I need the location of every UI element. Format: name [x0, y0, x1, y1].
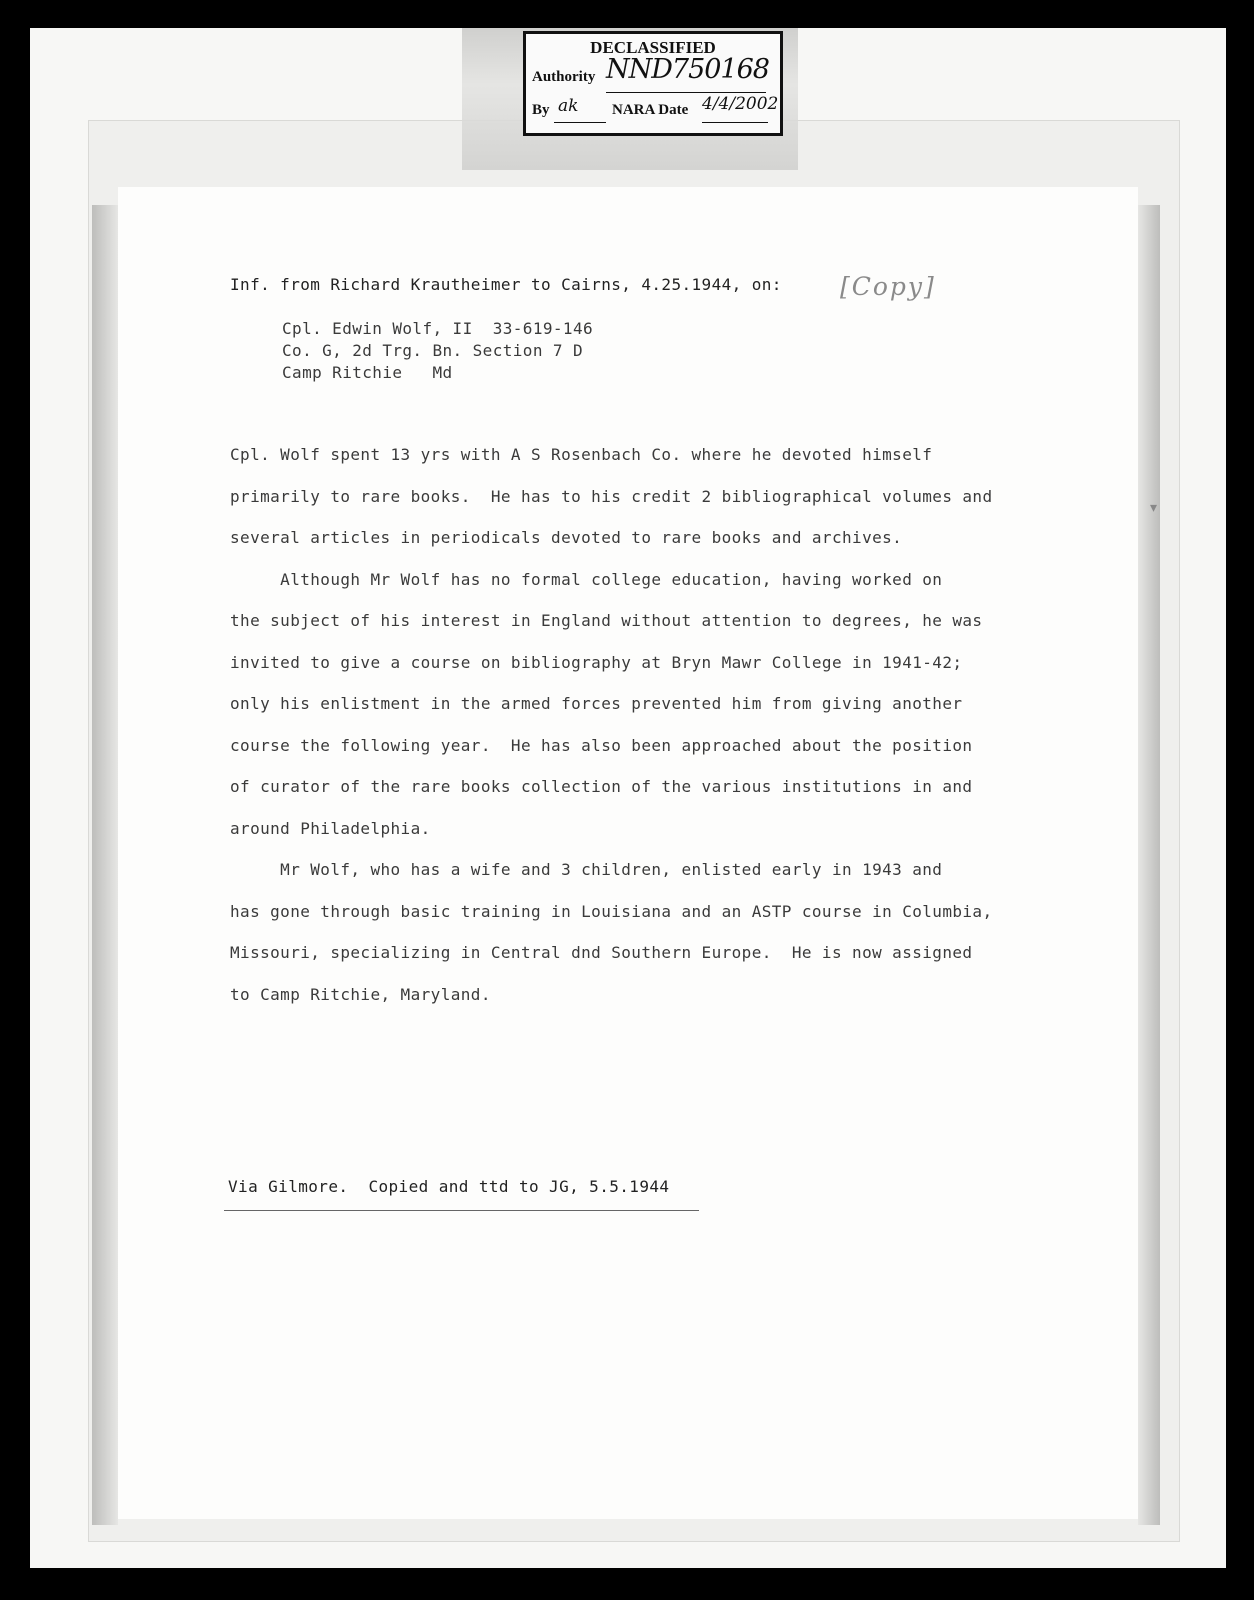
stamp-authority-label: Authority [532, 69, 596, 85]
body-line: invited to give a course on bibliography at Bryn Mawr College in 1941-42; [230, 653, 963, 672]
body-line: primarily to rare books. He has to his credit 2 bibliographical volumes and [230, 487, 993, 506]
body-line: the subject of his interest in England without attention to degrees, he was [230, 611, 983, 630]
footer-underline [224, 1210, 699, 1211]
body-line: to Camp Ritchie, Maryland. [230, 985, 491, 1004]
body-line: Missouri, specializing in Central dnd Southern Europe. He is now assigned [230, 943, 973, 962]
stamp-by-rule [554, 122, 606, 123]
stamp-by-label: By [532, 102, 550, 118]
header-line: Inf. from Richard Krautheimer to Cairns, 4.25.1944, on: [230, 275, 782, 294]
stamp-date-rule [702, 122, 768, 123]
body-line: of curator of the rare books collection of the various institutions in and [230, 777, 973, 796]
stamp-date-value: 4/4/2002 [702, 94, 779, 114]
address-line: Camp Ritchie Md [282, 363, 453, 382]
stamp-by-initials: ak [558, 96, 579, 116]
body-line: Mr Wolf, who has a wife and 3 children, enlisted early in 1943 and [230, 860, 943, 879]
body-line: has gone through basic training in Louisiana and an ASTP course in Columbia, [230, 902, 993, 921]
body-line: course the following year. He has also been approached about the position [230, 736, 973, 755]
margin-mark: ▾ [1150, 500, 1158, 516]
body-line: around Philadelphia. [230, 819, 431, 838]
address-line: Co. G, 2d Trg. Bn. Section 7 D [282, 341, 583, 360]
body-line: only his enlistment in the armed forces prevented him from giving another [230, 694, 963, 713]
page-shadow-left [92, 205, 118, 1525]
body-line: Cpl. Wolf spent 13 yrs with A S Rosenbach Co. where he devoted himself [230, 445, 933, 464]
stamp-title: DECLASSIFIED [590, 38, 716, 57]
address-line: Cpl. Edwin Wolf, II 33-619-146 [282, 319, 594, 338]
page-shadow-right [1138, 205, 1160, 1525]
footer-line: Via Gilmore. Copied and ttd to JG, 5.5.1944 [228, 1177, 670, 1196]
declassified-stamp [523, 31, 783, 136]
body-line: several articles in periodicals devoted to rare books and archives. [230, 528, 903, 547]
stamp-nara-date-label: NARA Date [612, 102, 689, 118]
body-line: Although Mr Wolf has no formal college education, having worked on [230, 570, 943, 589]
stamp-authority-value: NND750168 [606, 54, 769, 85]
document-page [118, 187, 1138, 1519]
stamp-authority-rule [606, 92, 766, 93]
handwritten-copy-note: [Copy] [840, 272, 936, 301]
